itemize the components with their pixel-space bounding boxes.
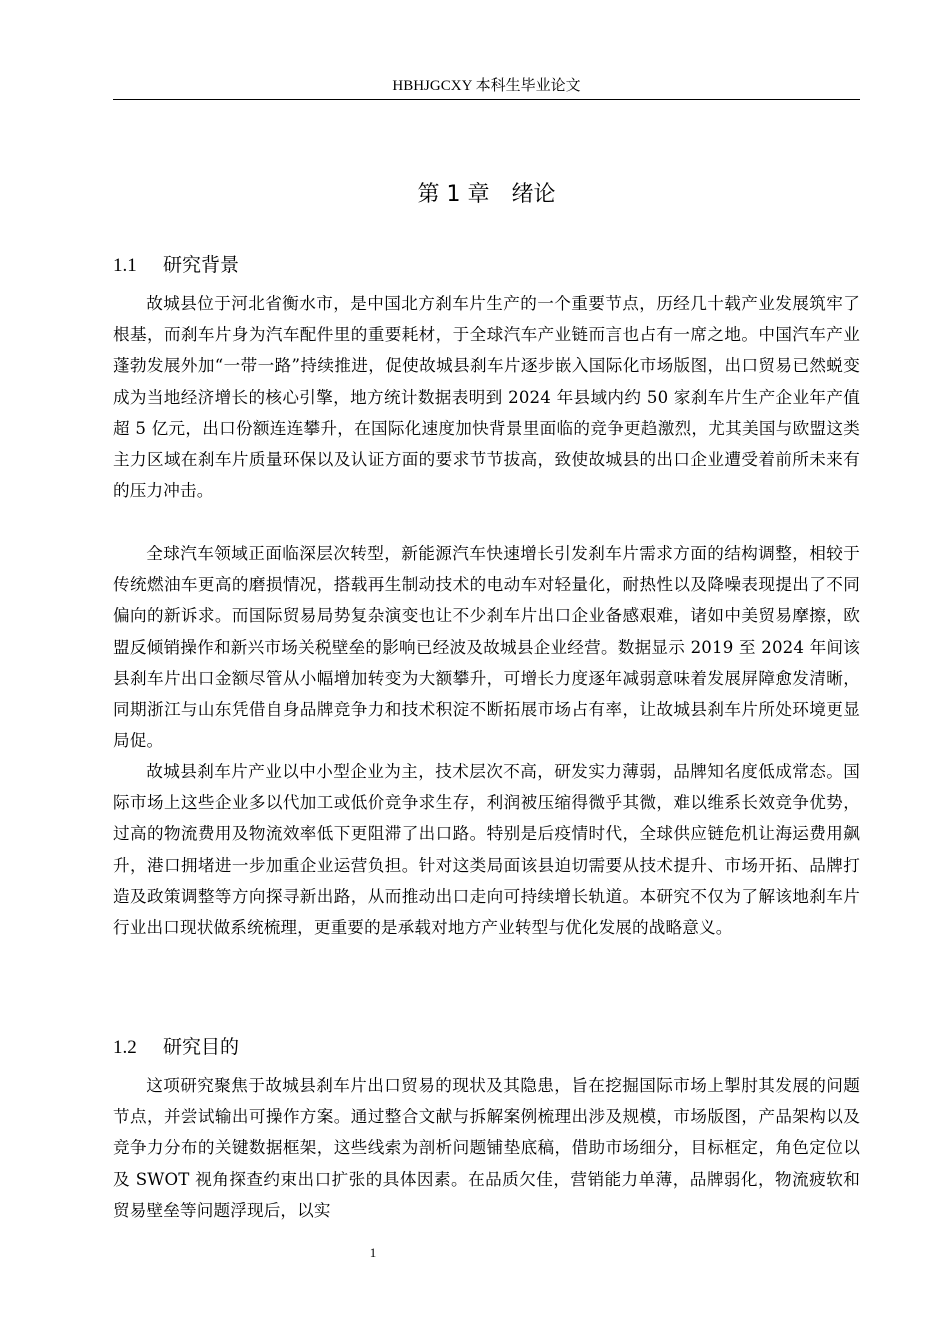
paragraph: 故城县刹车片产业以中小型企业为主，技术层次不高，研发实力薄弱，品牌知名度低成常态。国际市场上这些企业多以代加工或低价竞争求生存，利润被压缩得微乎其微，难以维系长效竞争优势，过高的物流费用及物流效率低下更阻滞了出口路。特别是后疫情时代，全球供应链危机让海运费用飙升，港口拥堵进一步加重企业运营负担。针对这类局面该县迫切需要从技术提升、市场开拓、品牌打造及政策调整等方向探寻新出路，从而推动出口走向可持续增长轨道。本研究不仅为了解该地刹车片行业出口现状做系统梳理，更重要的是承载对地方产业转型与优化发展的战略意义。 xyxy=(113,762,860,938)
section-number: 1.1 xyxy=(113,255,137,276)
paragraph: 全球汽车领域正面临深层次转型，新能源汽车快速增长引发刹车片需求方面的结构调整，相较于传统燃油车更高的磨损情况，搭载再生制动技术的电动车对轻量化，耐热性以及降噪表现提出了不同偏向的新诉求。而国际贸易局势复杂演变也让不少刹车片出口企业备感艰难，诸如中美贸易摩擦，欧盟反倾销操作和新兴市场关税壁垒的影响已经波及故城县企业经营。数据显示 2019 至 2024 年间该县刹车片出口金额尽管从小幅增加转变为大额攀升，可增长力度逐年减弱意味着发展屏障愈发清晰，同期浙江与山东凭借自身品牌竞争力和技术积淀不断拓展市场占有率，让故城县刹车片所处环境更显局促。 xyxy=(113,544,860,751)
running-header: HBHJGCXY 本科生毕业论文 xyxy=(392,78,581,94)
section-title: 研究目的 xyxy=(163,1036,240,1058)
header-rule xyxy=(113,99,860,100)
section-title: 研究背景 xyxy=(163,254,240,276)
paragraph: 故城县位于河北省衡水市，是中国北方刹车片生产的一个重要节点，历经几十载产业发展筑牢了根基，而刹车片身为汽车配件里的重要耗材，于全球汽车产业链而言也占有一席之地。中国汽车产业蓬勃发展外加“一带一路”持续推进，促使故城县刹车片逐步嵌入国际化市场版图，出口贸易已然蜕变成为当地经济增长的核心引擎，地方统计数据表明到 2024 年县域内约 50 家刹车片生产企业年产值超 5 亿元，出口份额连连攀升，在国际化速度加快背景里面临的竞争更趋激烈，尤其美国与欧盟这类主力区域在刹车片质量环保以及认证方面的要求节节拔高，致使故城县的出口企业遭受着前所未来有的压力冲击。 xyxy=(113,294,860,501)
paragraph: 这项研究聚焦于故城县刹车片出口贸易的现状及其隐患，旨在挖掘国际市场上掣肘其发展的问题节点，并尝试输出可操作方案。通过整合文献与拆解案例梳理出涉及规模，市场版图，产品架构以及竞争力分布的关键数据框架，这些线索为剖析问题铺垫底稿，借助市场细分，目标框定，角色定位以及 SWOT 视角探查约束出口扩张的具体因素。在品质欠佳，营销能力单薄，品牌弱化，物流疲软和贸易壁垒等问题浮现后，以实 xyxy=(113,1076,860,1220)
chapter-title: 第 1 章 绪论 xyxy=(417,182,556,207)
section-number: 1.2 xyxy=(113,1037,137,1058)
page-number: 1 xyxy=(369,1245,377,1260)
section-heading-1-2 xyxy=(113,1034,239,1061)
section-heading-1-1 xyxy=(113,252,239,279)
